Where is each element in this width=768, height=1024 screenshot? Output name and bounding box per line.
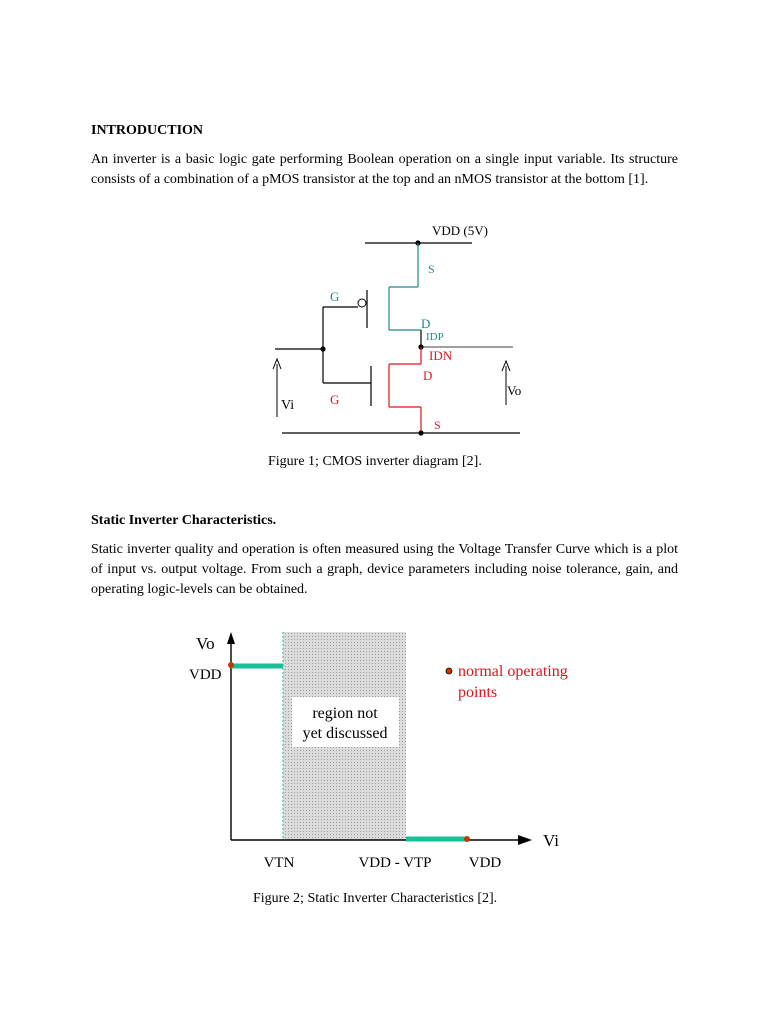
vo-label: Vo — [507, 383, 522, 398]
nmos-source-label: S — [434, 418, 441, 432]
vi-label: Vi — [281, 398, 295, 413]
vdd-label: VDD (5V) — [432, 223, 488, 238]
pmos-source-label: S — [428, 262, 435, 276]
x-tick-vdd-minus-vtp: VDD - VTP — [358, 855, 432, 871]
figure1-caption: Figure 1; CMOS inverter diagram [2]. — [268, 454, 482, 469]
vdd-y-label: VDD — [189, 667, 222, 683]
nmos-gate-label: G — [330, 392, 340, 407]
legend-line2: points — [458, 684, 498, 701]
operating-point-low — [464, 836, 470, 842]
x-tick-vtn: VTN — [263, 855, 295, 871]
y-axis-label: Vo — [196, 634, 215, 653]
intro-heading: INTRODUCTION — [91, 123, 204, 138]
intro-paragraph: An inverter is a basic logic gate performing Boolean operation on a single input variable. Its structure consists of a combination of a pMOS transistor at the top and an nMOS transistor at the bottom [1]. — [91, 152, 678, 187]
static-paragraph: Static inverter quality and operation is often measured using the Voltage Transfer Curve which is a plot of input vs. output voltage. From such a graph, device parameters including noise tolerance, gain, and operating logic-levels can be obtained. — [91, 542, 678, 597]
idp-label: IDP — [426, 331, 444, 343]
region-label-line1: region not — [312, 705, 378, 722]
figure2-caption: Figure 2; Static Inverter Characteristics [2]. — [253, 891, 498, 906]
x-tick-vdd: VDD — [468, 855, 502, 871]
pmos-drain-label: D — [421, 316, 431, 331]
x-axis-arrowhead — [518, 835, 532, 845]
region-label-line2: yet discussed — [302, 725, 388, 742]
pmos-gate-label: G — [330, 289, 340, 304]
idn-label: IDN — [429, 348, 453, 363]
operating-point-high — [228, 662, 234, 668]
nmos-drain-label: D — [423, 368, 433, 383]
legend-line1: normal operating — [458, 663, 568, 680]
static-heading: Static Inverter Characteristics. — [91, 513, 277, 528]
y-axis-arrowhead — [227, 632, 235, 644]
x-axis-label: Vi — [543, 831, 559, 850]
legend-point-marker — [446, 668, 452, 674]
